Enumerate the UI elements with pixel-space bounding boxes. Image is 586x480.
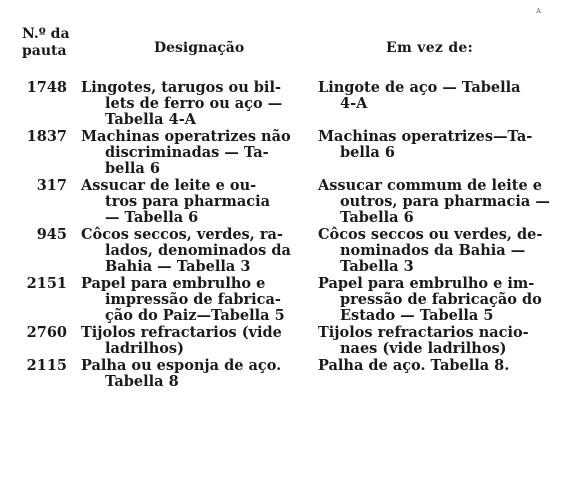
designation-line: — Tabella 6 — [105, 209, 199, 226]
table-row — [0, 178, 586, 226]
ink-speck: ᴀ — [536, 6, 542, 16]
designation-line: impressão de fabrica- — [105, 291, 281, 308]
designation-line: Lingotes, tarugos ou bil- — [81, 79, 281, 96]
designation-line: Palha ou esponja de aço. — [81, 357, 282, 374]
designation-line: Tabella 8 — [105, 373, 179, 390]
table-row — [0, 325, 586, 357]
header-designation: Designação — [154, 40, 245, 56]
designation-line: tros para pharmacia — [105, 193, 271, 210]
instead-of-line: Estado — Tabella 5 — [340, 307, 494, 324]
instead-of-line: Côcos seccos ou verdes, de- — [318, 226, 543, 243]
instead-of-cell — [318, 358, 562, 374]
instead-of-line: 4-A — [340, 95, 368, 112]
designation-line: Tijolos refractarios (vide — [81, 324, 282, 341]
instead-of-cell — [318, 227, 562, 275]
instead-of-line: Assucar commum de leite e — [318, 177, 542, 194]
instead-of-line: Tabella 3 — [340, 258, 414, 275]
instead-of-cell — [318, 129, 562, 161]
designation-cell — [81, 276, 303, 324]
designation-line: Assucar de leite e ou- — [81, 177, 257, 194]
pauta-number: 1837 — [26, 128, 67, 145]
designation-cell — [81, 178, 303, 226]
instead-of-cell — [318, 325, 562, 357]
instead-of-line: nominados da Bahia — — [340, 242, 526, 259]
instead-of-line: pressão de fabricação do — [340, 291, 542, 308]
instead-of-line: Tabella 6 — [340, 209, 414, 226]
designation-line: ladrilhos) — [105, 340, 184, 357]
designation-line: ção do Paiz—Tabella 5 — [105, 307, 285, 324]
tariff-table — [0, 80, 586, 391]
designation-line: Papel para embrulho e — [81, 275, 266, 292]
instead-of-line: Lingote de aço — Tabella — [318, 79, 521, 96]
designation-line: Bahia — Tabella 3 — [105, 258, 251, 275]
table-row — [0, 227, 586, 275]
instead-of-line: naes (vide ladrilhos) — [340, 340, 507, 357]
instead-of-line: Papel para embrulho e im- — [318, 275, 535, 292]
instead-of-line: Tijolos refractarios nacio- — [318, 324, 529, 341]
designation-cell — [81, 227, 303, 275]
designation-line: Machinas operatrizes não — [81, 128, 291, 145]
table-row — [0, 129, 586, 177]
designation-line: lets de ferro ou aço — — [105, 95, 283, 112]
designation-line: lados, denominados da — [105, 242, 291, 259]
designation-cell — [81, 325, 303, 357]
instead-of-cell — [318, 80, 562, 112]
designation-cell — [81, 80, 303, 128]
pauta-number: 2760 — [26, 324, 67, 341]
designation-cell — [81, 129, 303, 177]
pauta-number: 945 — [36, 226, 67, 243]
instead-of-line: outros, para pharmacia — — [340, 193, 550, 210]
designation-line: Côcos seccos, verdes, ra- — [81, 226, 283, 243]
instead-of-line: bella 6 — [340, 144, 395, 161]
pauta-number: 2151 — [26, 275, 67, 292]
table-row — [0, 80, 586, 128]
instead-of-cell — [318, 178, 562, 226]
pauta-number: 2115 — [26, 357, 67, 374]
designation-line: discriminadas — Ta- — [105, 144, 269, 161]
table-row — [0, 276, 586, 324]
header-instead-of: Em vez de: — [386, 40, 474, 56]
pauta-number: 317 — [36, 177, 67, 194]
table-row — [0, 358, 586, 390]
designation-line: Tabella 4-A — [105, 111, 196, 128]
instead-of-line: Machinas operatrizes—Ta- — [318, 128, 533, 145]
header-pauta-number: N.º da pauta — [22, 26, 70, 59]
designation-line: bella 6 — [105, 160, 160, 177]
instead-of-line: Palha de aço. Tabella 8. — [318, 357, 510, 374]
designation-cell — [81, 358, 303, 390]
instead-of-cell — [318, 276, 562, 324]
pauta-number: 1748 — [26, 79, 67, 96]
